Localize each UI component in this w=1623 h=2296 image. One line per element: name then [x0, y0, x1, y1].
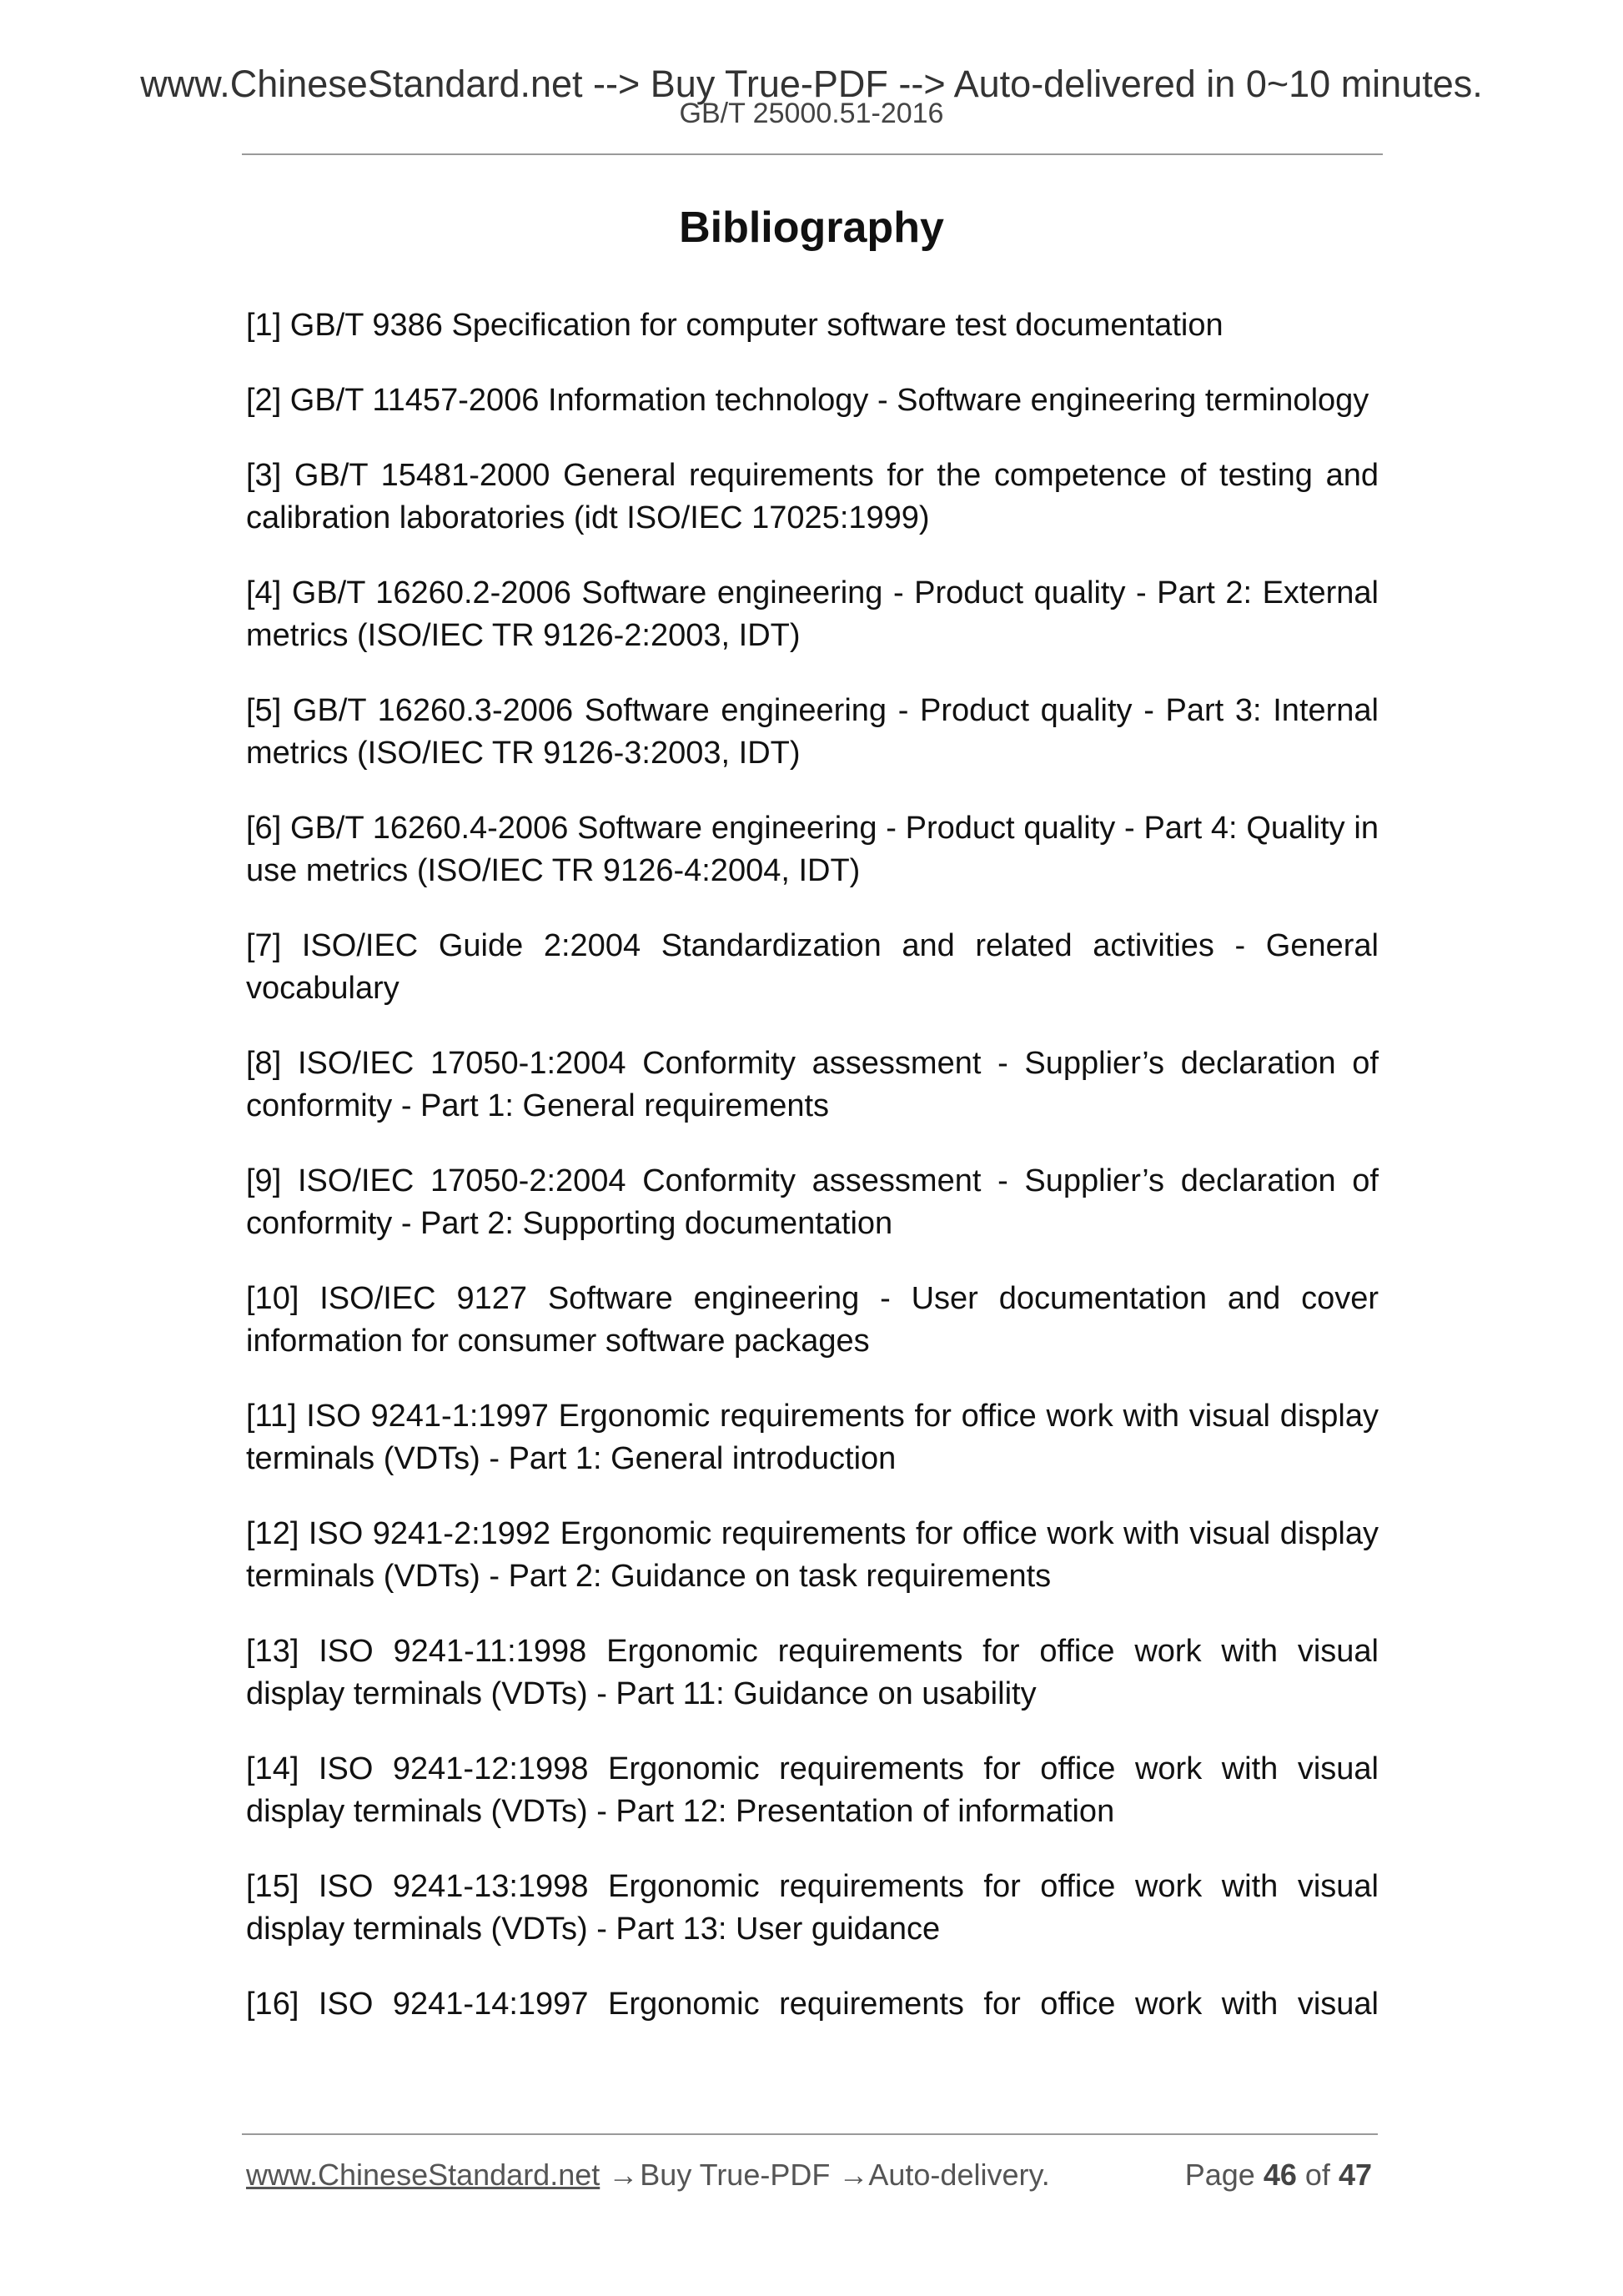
footer-delivery-text: Auto-delivery.	[868, 2158, 1050, 2192]
bibliography-entry-8: [8] ISO/IEC 17050-1:2004 Conformity assessment - Supplier’s declaration of conformity - Part 1: General requirements	[246, 1046, 1379, 1123]
top-banner[interactable]: www.ChineseStandard.net --> Buy True-PDF --> Auto-delivered in 0~10 minutes.	[140, 63, 1483, 105]
footer-buy-text: Buy True-PDF	[640, 2158, 831, 2192]
footer-divider	[242, 2133, 1378, 2135]
bibliography-entry-3: [3] GB/T 15481-2000 General requirements for the competence of testing and calibration laboratories (idt ISO/IEC 17025:1999)	[246, 458, 1379, 535]
bibliography-entry-1: [1] GB/T 9386 Specification for computer software test documentation	[246, 308, 1224, 343]
bibliography-entry-7: [7] ISO/IEC Guide 2:2004 Standardization and related activities - General vocabulary	[246, 928, 1379, 1006]
footer-navigation	[246, 2154, 1050, 2196]
bibliography-entry-15: [15] ISO 9241-13:1998 Ergonomic requirements for office work with visual display terminals (VDTs) - Part 13: User guidance	[246, 1869, 1379, 1947]
bibliography-entry-4: [4] GB/T 16260.2-2006 Software engineering - Product quality - Part 2: External metrics (ISO/IEC TR 9126-2:2003, IDT)	[246, 575, 1379, 653]
bibliography-entry-12: [12] ISO 9241-2:1992 Ergonomic requirements for office work with visual display terminals (VDTs) - Part 2: Guidance on task requirements	[246, 1516, 1379, 1594]
bibliography-entry-9: [9] ISO/IEC 17050-2:2004 Conformity assessment - Supplier’s declaration of conformity - Part 2: Supporting documentation	[246, 1163, 1379, 1241]
bibliography-entry-6: [6] GB/T 16260.4-2006 Software engineering - Product quality - Part 4: Quality in use metrics (ISO/IEC TR 9126-4:2004, IDT)	[246, 811, 1379, 888]
page-label: Page	[1184, 2158, 1255, 2192]
document-code: GB/T 25000.51-2016	[679, 98, 944, 129]
bibliography-entry-5: [5] GB/T 16260.3-2006 Software engineering - Product quality - Part 3: Internal metrics (ISO/IEC TR 9126-3:2003, IDT)	[246, 693, 1379, 771]
bibliography-entry-10: [10] ISO/IEC 9127 Software engineering - User documentation and cover information for consumer software packages	[246, 1281, 1379, 1359]
page-title: Bibliography	[679, 203, 944, 252]
page-indicator	[1185, 2154, 1372, 2196]
page-total: 47	[1338, 2158, 1372, 2192]
bibliography-entry-16: [16] ISO 9241-14:1997 Ergonomic requirements for office work with visual	[246, 1987, 1379, 2022]
bibliography-entry-11: [11] ISO 9241-1:1997 Ergonomic requirements for office work with visual display terminals (VDTs) - Part 1: General introduction	[246, 1399, 1379, 1476]
bibliography-entry-2: [2] GB/T 11457-2006 Information technology - Software engineering terminology	[246, 383, 1369, 418]
header-divider	[242, 153, 1383, 155]
bibliography-entry-14: [14] ISO 9241-12:1998 Ergonomic requirements for office work with visual display terminals (VDTs) - Part 12: Presentation of information	[246, 1751, 1379, 1829]
bibliography-entry-13: [13] ISO 9241-11:1998 Ergonomic requirements for office work with visual display terminals (VDTs) - Part 11: Guidance on usability	[246, 1634, 1379, 1711]
footer-site-link[interactable]: www.ChineseStandard.net	[246, 2158, 600, 2192]
page-footer	[246, 2154, 1372, 2196]
right-arrow-icon: →	[838, 2158, 869, 2192]
page-number: 46	[1263, 2158, 1297, 2192]
right-arrow-icon: →	[608, 2158, 639, 2192]
of-label: of	[1304, 2158, 1330, 2192]
bibliography-list	[246, 304, 1379, 2058]
